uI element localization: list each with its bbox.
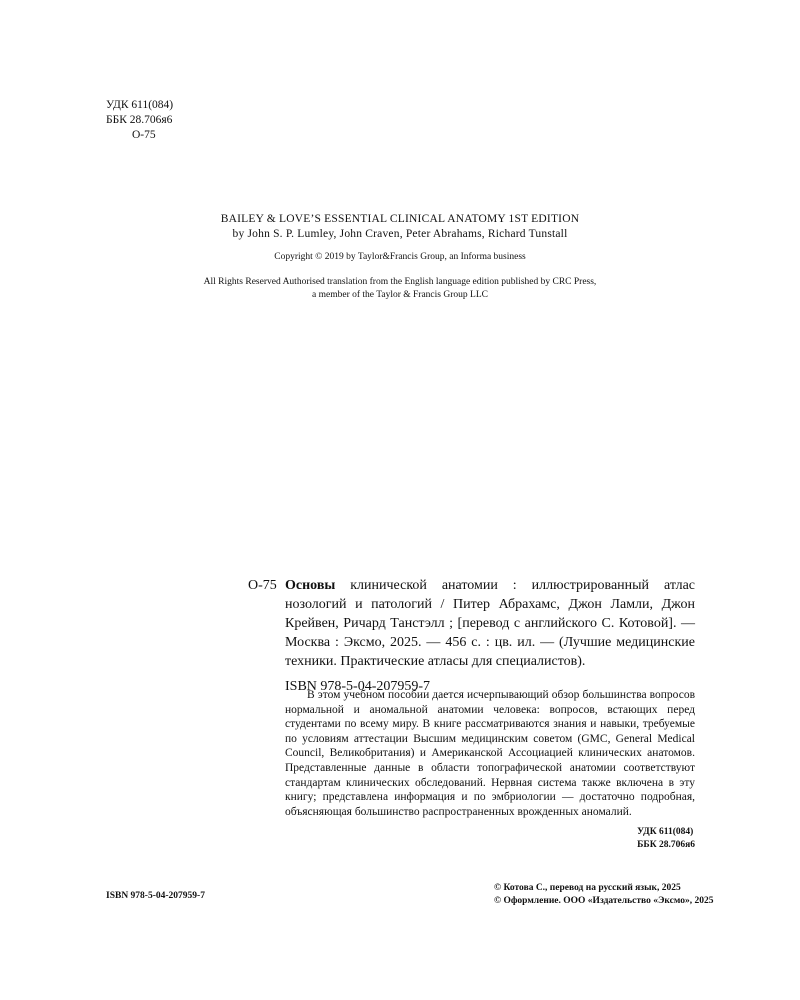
original-title: BAILEY & LOVE’S ESSENTIAL CLINICAL ANATOMY 1ST EDITION: [220, 213, 580, 225]
bottom-classification-codes: [637, 826, 695, 851]
bottom-udk: УДК 611(084): [637, 827, 694, 837]
catalog-card: [248, 576, 695, 696]
bottom-bbk: ББК 28.706я6: [637, 839, 695, 850]
original-authors: by John S. P. Lumley, John Craven, Peter Abrahams, Richard Tunstall: [232, 228, 568, 240]
author-mark: О-75: [132, 129, 156, 141]
bibliographic-entry: [248, 576, 695, 671]
catalog-code: О-75: [248, 578, 277, 593]
catalog-description: клинической анатомии : иллюстрированный атлас нозологий и патологий / Питер Абрахамс, Джон Ламли, Джон Крейвен, Ричард Танстэлл ; [перевод с английского С. Котовой]. — Москва : Эксмо, 2025. — 456 с. : цв. ил. — (Лучшие медицинские техники. Практические атласы для специалистов).: [285, 578, 695, 669]
bottom-copyrights: [494, 882, 713, 907]
top-classification-codes: [106, 98, 173, 143]
translation-copyright: © Котова С., перевод на русский язык, 2025: [494, 883, 681, 893]
bbk-code: ББК 28.706я6: [106, 114, 173, 126]
rights-line-2: a member of the Taylor & Francis Group LLC: [312, 290, 488, 300]
bottom-isbn: ISBN 978-5-04-207959-7: [106, 891, 205, 901]
annotation: В этом учебном пособии дается исчерпывающий обзор большинства вопросов нормальной и аномальной анатомии человека: вопросов, встающих перед студентами по всему миру. В книге рассматриваются знания и навыки, требуемые по условиям аттестации Высшим медицинским советом (GMC, General Medical Council, Великобритания) и Американской Ассоциацией клинических анатомов. Представленные данные в области топографической анатомии соответствуют стандартам клинических обследований. Нервная система также включена в эту книгу; представлена информация и по эмбриологии — достаточно подробная, объясняющая большинство распространенных врожденных аномалий.: [285, 689, 695, 818]
rights-line-1: All Rights Reserved Authorised translation from the English language edition published by CRC Press,: [203, 277, 597, 287]
rights-notice: [0, 276, 800, 302]
original-edition-block: [0, 212, 800, 242]
design-copyright: © Оформление. ООО «Издательство «Эксмо», 2025: [494, 895, 714, 906]
udk-code: УДК 611(084): [106, 99, 174, 111]
catalog-title: Основы: [285, 578, 336, 593]
original-copyright: Copyright © 2019 by Taylor&Francis Group, an Informa business: [274, 252, 526, 262]
catalog-isbn: ISBN 978-5-04-207959-7: [285, 679, 431, 694]
